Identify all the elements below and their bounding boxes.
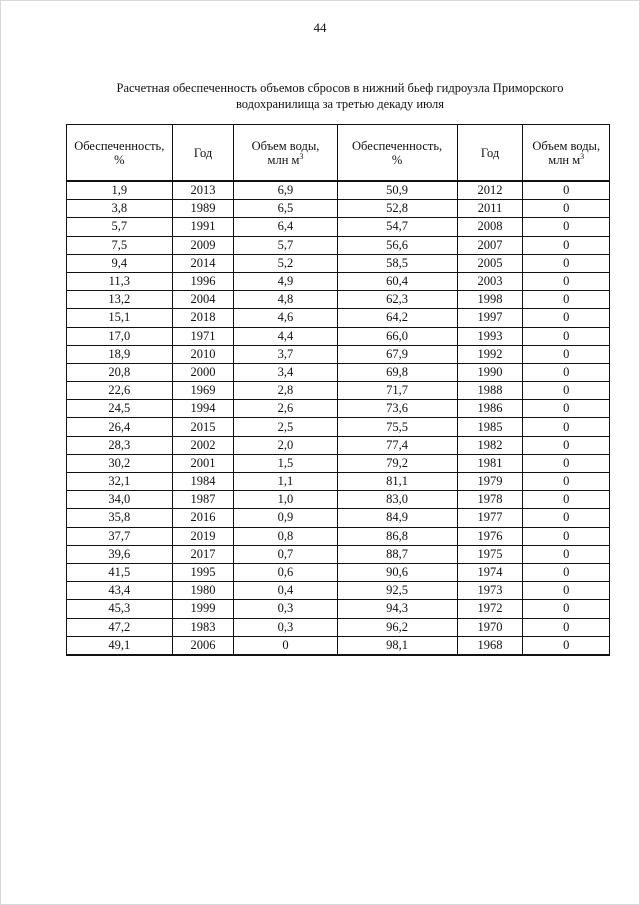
cell-year-2: 2003 (457, 272, 523, 290)
cell-volume-2: 0 (523, 509, 610, 527)
cell-volume-2: 0 (523, 200, 610, 218)
cell-year-1: 1994 (172, 400, 234, 418)
cell-year-1: 2006 (172, 636, 234, 655)
cell-year-2: 1986 (457, 400, 523, 418)
table-row (67, 418, 610, 436)
cell-year-2: 1998 (457, 291, 523, 309)
cell-year-1: 2016 (172, 509, 234, 527)
table-row (67, 327, 610, 345)
table-row (67, 236, 610, 254)
cell-year-1: 2019 (172, 527, 234, 545)
table-row (67, 272, 610, 290)
cell-year-2: 1972 (457, 600, 523, 618)
cell-volume-2: 0 (523, 545, 610, 563)
cell-volume-2: 0 (523, 600, 610, 618)
cell-year-2: 1976 (457, 527, 523, 545)
cell-year-1: 1984 (172, 473, 234, 491)
cell-supply-2: 50,9 (337, 181, 457, 200)
cell-year-2: 1970 (457, 618, 523, 636)
cell-volume-1: 0,3 (234, 600, 337, 618)
cell-supply-1: 28,3 (67, 436, 173, 454)
cell-year-2: 1975 (457, 545, 523, 563)
cell-supply-1: 35,8 (67, 509, 173, 527)
cell-volume-2: 0 (523, 491, 610, 509)
table-row (67, 491, 610, 509)
table-row (67, 636, 610, 655)
cell-year-1: 1989 (172, 200, 234, 218)
cell-supply-1: 45,3 (67, 600, 173, 618)
cell-volume-2: 0 (523, 218, 610, 236)
cell-supply-1: 18,9 (67, 345, 173, 363)
cell-supply-1: 7,5 (67, 236, 173, 254)
cell-supply-1: 41,5 (67, 563, 173, 581)
cell-volume-1: 5,7 (234, 236, 337, 254)
cell-supply-1: 13,2 (67, 291, 173, 309)
cell-volume-2: 0 (523, 382, 610, 400)
table-row (67, 218, 610, 236)
cell-year-2: 1974 (457, 563, 523, 581)
cell-supply-2: 96,2 (337, 618, 457, 636)
cell-year-1: 2001 (172, 454, 234, 472)
cell-year-1: 2018 (172, 309, 234, 327)
title-line-1: Расчетная обеспеченность объемов сбросов в нижний бьеф гидроузла Приморского (116, 81, 564, 95)
title-line-2: водохранилища за третью декаду июля (235, 97, 445, 111)
cell-supply-2: 94,3 (337, 600, 457, 618)
cell-volume-1: 4,9 (234, 272, 337, 290)
cell-year-2: 1978 (457, 491, 523, 509)
cell-supply-1: 32,1 (67, 473, 173, 491)
table-row (67, 582, 610, 600)
cell-volume-2: 0 (523, 309, 610, 327)
cell-volume-1: 0,6 (234, 563, 337, 581)
cell-year-2: 2011 (457, 200, 523, 218)
cell-year-2: 1979 (457, 473, 523, 491)
cell-volume-2: 0 (523, 527, 610, 545)
cell-supply-1: 37,7 (67, 527, 173, 545)
table-row (67, 563, 610, 581)
cell-volume-2: 0 (523, 363, 610, 381)
cell-year-1: 2015 (172, 418, 234, 436)
cell-year-2: 1993 (457, 327, 523, 345)
cell-supply-1: 5,7 (67, 218, 173, 236)
cell-volume-1: 4,6 (234, 309, 337, 327)
cell-supply-2: 86,8 (337, 527, 457, 545)
cell-year-2: 1977 (457, 509, 523, 527)
table-row (67, 200, 610, 218)
cell-volume-2: 0 (523, 272, 610, 290)
cell-volume-2: 0 (523, 636, 610, 655)
cell-year-2: 1985 (457, 418, 523, 436)
cell-supply-2: 67,9 (337, 345, 457, 363)
cell-supply-2: 73,6 (337, 400, 457, 418)
cell-year-1: 1996 (172, 272, 234, 290)
cell-supply-2: 75,5 (337, 418, 457, 436)
cell-volume-1: 2,8 (234, 382, 337, 400)
cell-supply-2: 77,4 (337, 436, 457, 454)
cell-volume-2: 0 (523, 345, 610, 363)
cell-volume-2: 0 (523, 327, 610, 345)
cell-year-1: 2009 (172, 236, 234, 254)
cell-volume-1: 0,8 (234, 527, 337, 545)
table-row (67, 545, 610, 563)
table-row (67, 454, 610, 472)
cell-supply-2: 98,1 (337, 636, 457, 655)
table-body (67, 181, 610, 655)
cell-year-1: 2014 (172, 254, 234, 272)
cell-volume-1: 3,4 (234, 363, 337, 381)
cell-volume-2: 0 (523, 418, 610, 436)
cell-year-2: 1990 (457, 363, 523, 381)
cell-year-2: 2008 (457, 218, 523, 236)
header-supply-2: Обеспеченность, % (337, 125, 457, 182)
cell-year-1: 1987 (172, 491, 234, 509)
cell-year-2: 1982 (457, 436, 523, 454)
cell-year-2: 2005 (457, 254, 523, 272)
cell-supply-1: 30,2 (67, 454, 173, 472)
cell-supply-2: 88,7 (337, 545, 457, 563)
supply-volume-table (66, 124, 610, 656)
cell-supply-2: 66,0 (337, 327, 457, 345)
cell-volume-1: 2,0 (234, 436, 337, 454)
cell-supply-1: 3,8 (67, 200, 173, 218)
document-title (60, 80, 620, 112)
table-row (67, 527, 610, 545)
cell-volume-2: 0 (523, 454, 610, 472)
cell-year-1: 1995 (172, 563, 234, 581)
cell-supply-2: 54,7 (337, 218, 457, 236)
cell-volume-1: 0,4 (234, 582, 337, 600)
cell-supply-2: 69,8 (337, 363, 457, 381)
cell-supply-2: 83,0 (337, 491, 457, 509)
table-row (67, 309, 610, 327)
cell-year-2: 1981 (457, 454, 523, 472)
cell-supply-1: 24,5 (67, 400, 173, 418)
cell-volume-2: 0 (523, 400, 610, 418)
cell-volume-1: 4,4 (234, 327, 337, 345)
cell-volume-2: 0 (523, 181, 610, 200)
cell-year-1: 2017 (172, 545, 234, 563)
cell-year-1: 1983 (172, 618, 234, 636)
cell-volume-1: 0,9 (234, 509, 337, 527)
cell-volume-2: 0 (523, 254, 610, 272)
table-row (67, 382, 610, 400)
cell-volume-1: 6,4 (234, 218, 337, 236)
cell-supply-1: 43,4 (67, 582, 173, 600)
cell-year-2: 1997 (457, 309, 523, 327)
table-row (67, 363, 610, 381)
cell-year-2: 1992 (457, 345, 523, 363)
page-number: 44 (313, 20, 327, 35)
cell-supply-2: 71,7 (337, 382, 457, 400)
cell-volume-1: 2,5 (234, 418, 337, 436)
cell-supply-1: 9,4 (67, 254, 173, 272)
cell-volume-2: 0 (523, 473, 610, 491)
cell-supply-2: 64,2 (337, 309, 457, 327)
cell-volume-2: 0 (523, 618, 610, 636)
table-row (67, 181, 610, 200)
cell-volume-1: 3,7 (234, 345, 337, 363)
cell-supply-2: 92,5 (337, 582, 457, 600)
header-volume-2: Объем воды, млн $м^3$ (523, 125, 610, 182)
table-row (67, 473, 610, 491)
cell-supply-1: 39,6 (67, 545, 173, 563)
cell-supply-2: 56,6 (337, 236, 457, 254)
cell-volume-1: 6,9 (234, 181, 337, 200)
cell-volume-1: 1,5 (234, 454, 337, 472)
cell-volume-2: 0 (523, 291, 610, 309)
table-row (67, 509, 610, 527)
cell-volume-1: 0,3 (234, 618, 337, 636)
cell-supply-1: 15,1 (67, 309, 173, 327)
header-year-2: Год (457, 125, 523, 182)
cell-supply-2: 90,6 (337, 563, 457, 581)
cell-year-1: 1999 (172, 600, 234, 618)
table-row (67, 600, 610, 618)
table-row (67, 291, 610, 309)
cell-year-2: 1968 (457, 636, 523, 655)
cell-year-2: 2012 (457, 181, 523, 200)
table-row (67, 254, 610, 272)
cell-year-2: 1973 (457, 582, 523, 600)
cell-volume-1: 0 (234, 636, 337, 655)
cell-supply-2: 84,9 (337, 509, 457, 527)
cell-supply-2: 79,2 (337, 454, 457, 472)
cell-volume-1: 1,1 (234, 473, 337, 491)
cell-year-1: 1971 (172, 327, 234, 345)
table-header-row (67, 125, 610, 182)
cell-volume-1: 6,5 (234, 200, 337, 218)
cell-supply-2: 60,4 (337, 272, 457, 290)
cell-supply-1: 11,3 (67, 272, 173, 290)
cell-supply-1: 22,6 (67, 382, 173, 400)
cell-volume-1: 1,0 (234, 491, 337, 509)
table-row (67, 400, 610, 418)
cell-supply-1: 1,9 (67, 181, 173, 200)
cell-year-2: 1988 (457, 382, 523, 400)
cell-year-1: 1980 (172, 582, 234, 600)
cell-supply-1: 47,2 (67, 618, 173, 636)
table-row (67, 618, 610, 636)
cell-year-1: 2013 (172, 181, 234, 200)
cell-year-1: 2002 (172, 436, 234, 454)
cell-volume-1: 4,8 (234, 291, 337, 309)
header-supply-1: Обеспеченность, % (67, 125, 173, 182)
table-row (67, 345, 610, 363)
cell-year-2: 2007 (457, 236, 523, 254)
cell-volume-2: 0 (523, 563, 610, 581)
cell-supply-2: 52,8 (337, 200, 457, 218)
cell-volume-2: 0 (523, 236, 610, 254)
cell-year-1: 1991 (172, 218, 234, 236)
cell-supply-1: 17,0 (67, 327, 173, 345)
cell-year-1: 1969 (172, 382, 234, 400)
header-volume-1: Объем воды, млн $м^3$ (234, 125, 337, 182)
header-year-1: Год (172, 125, 234, 182)
cell-year-1: 2000 (172, 363, 234, 381)
cell-year-1: 2010 (172, 345, 234, 363)
cell-supply-1: 26,4 (67, 418, 173, 436)
cell-supply-2: 58,5 (337, 254, 457, 272)
cell-supply-2: 62,3 (337, 291, 457, 309)
cell-supply-1: 20,8 (67, 363, 173, 381)
cell-supply-1: 49,1 (67, 636, 173, 655)
cell-volume-1: 5,2 (234, 254, 337, 272)
cell-supply-2: 81,1 (337, 473, 457, 491)
cell-volume-1: 0,7 (234, 545, 337, 563)
cell-volume-2: 0 (523, 436, 610, 454)
cell-volume-2: 0 (523, 582, 610, 600)
cell-year-1: 2004 (172, 291, 234, 309)
cell-volume-1: 2,6 (234, 400, 337, 418)
cell-supply-1: 34,0 (67, 491, 173, 509)
table-row (67, 436, 610, 454)
